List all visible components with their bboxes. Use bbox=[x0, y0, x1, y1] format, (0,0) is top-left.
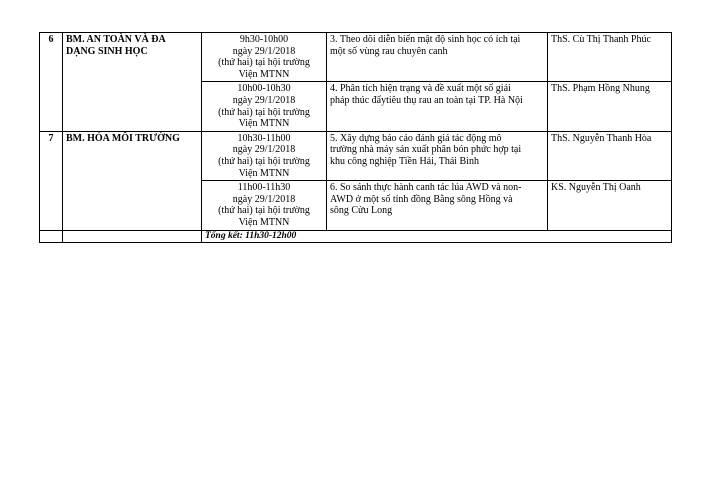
row-number: 6 bbox=[40, 33, 63, 132]
schedule-table bbox=[39, 32, 672, 243]
presenter: KS. Nguyễn Thị Oanh bbox=[548, 181, 672, 230]
topic-line: khu công nghiệp Tiền Hải, Thái Bình bbox=[330, 155, 479, 167]
session-venue: Viện MTNN bbox=[238, 216, 290, 228]
summary-row bbox=[40, 230, 672, 243]
topic-line: 3. Theo dõi diễn biến mật độ sinh học có ích tại bbox=[330, 34, 521, 45]
time-range: 11h00-11h30 bbox=[237, 182, 291, 194]
topic-line: trường nhà máy sản xuất phân bón phức hợp tại bbox=[330, 144, 522, 156]
session-date: ngày 29/1/2018 bbox=[232, 193, 296, 205]
presenter: ThS. Nguyễn Thanh Hòa bbox=[548, 131, 672, 180]
department-name bbox=[63, 33, 202, 132]
empty-cell bbox=[63, 230, 202, 243]
session-time bbox=[202, 82, 327, 131]
session-date: ngày 29/1/2018 bbox=[232, 144, 296, 156]
report-topic bbox=[327, 131, 548, 180]
time-range: 9h30-10h00 bbox=[239, 34, 289, 45]
topic-line: 5. Xây dựng báo cáo đánh giá tác động mô bbox=[330, 132, 502, 144]
time-range: 10h00-10h30 bbox=[237, 83, 291, 95]
department-line: DẠNG SINH HỌC bbox=[66, 45, 148, 57]
topic-line: AWD ở một số tỉnh đồng Bằng sông Hồng và bbox=[330, 193, 513, 205]
topic-line: pháp thúc đẩytiêu thụ rau an toàn tại TP. Hà Nội bbox=[330, 94, 523, 106]
summary-label: Tổng kết: 11h30-12h00 bbox=[202, 230, 672, 243]
session-date: ngày 29/1/2018 bbox=[232, 94, 296, 106]
department-name bbox=[63, 131, 202, 230]
table-row bbox=[40, 33, 672, 82]
empty-cell bbox=[40, 230, 63, 243]
session-time bbox=[202, 33, 327, 82]
report-topic bbox=[327, 82, 548, 131]
session-venue: Viện MTNN bbox=[238, 118, 290, 130]
topic-line: một số vùng rau chuyên canh bbox=[330, 45, 448, 57]
session-day-venue: (thứ hai) tại hội trường bbox=[218, 205, 310, 217]
department-line: BM. HÓA MÔI TRƯỜNG bbox=[66, 132, 180, 144]
session-day-venue: (thứ hai) tại hội trường bbox=[218, 106, 310, 118]
session-time bbox=[202, 181, 327, 230]
report-topic bbox=[327, 181, 548, 230]
report-topic bbox=[327, 33, 548, 82]
presenter: ThS. Phạm Hồng Nhung bbox=[548, 82, 672, 131]
presenter: ThS. Cù Thị Thanh Phúc bbox=[548, 33, 672, 82]
topic-line: 6. So sánh thực hành canh tác lúa AWD và non- bbox=[330, 182, 522, 194]
session-venue: Viện MTNN bbox=[238, 68, 290, 80]
session-day-venue: (thứ hai) tại hội trường bbox=[218, 57, 310, 69]
session-time bbox=[202, 131, 327, 180]
session-date: ngày 29/1/2018 bbox=[232, 45, 296, 57]
row-number: 7 bbox=[40, 131, 63, 230]
session-day-venue: (thứ hai) tại hội trường bbox=[218, 155, 310, 167]
time-range: 10h30-11h00 bbox=[237, 132, 291, 144]
session-venue: Viện MTNN bbox=[238, 167, 290, 179]
topic-line: 4. Phân tích hiện trạng và đề xuất một số giải bbox=[330, 83, 511, 95]
topic-line: sông Cửu Long bbox=[330, 205, 393, 217]
department-line: BM. AN TOÀN VÀ ĐA bbox=[66, 34, 166, 45]
table-row bbox=[40, 131, 672, 180]
